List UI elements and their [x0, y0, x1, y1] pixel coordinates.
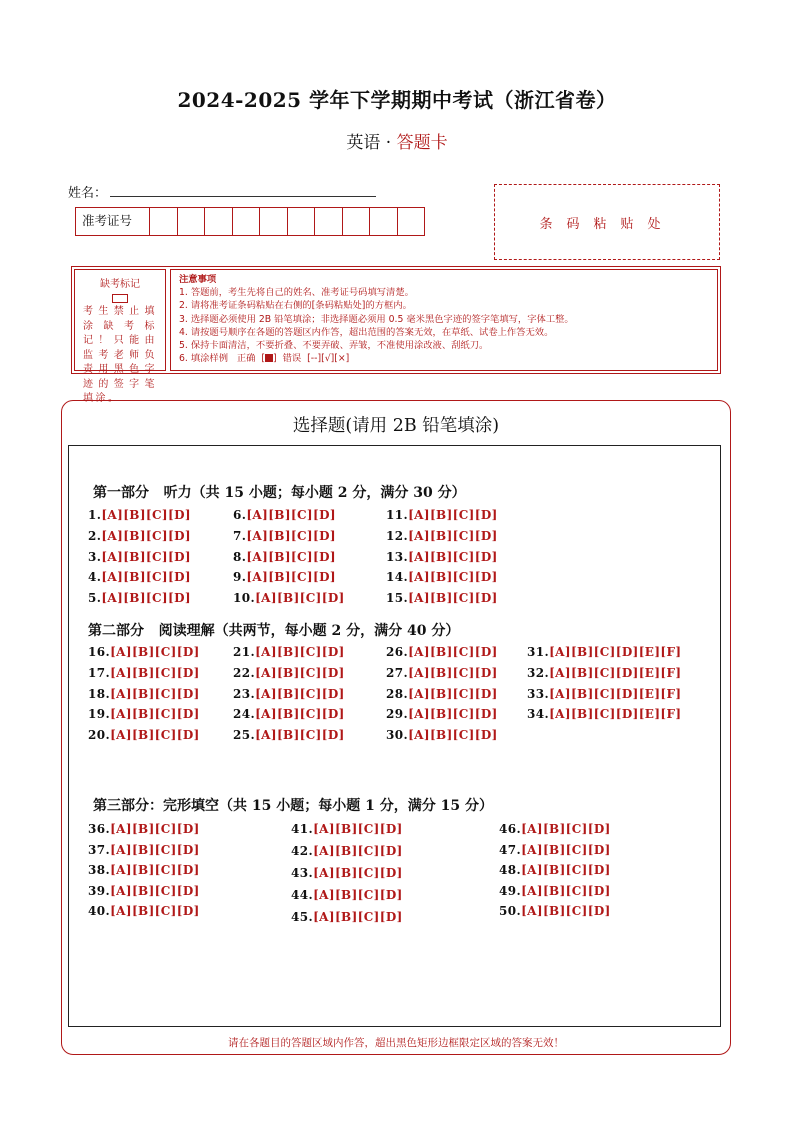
question-number: 27. — [386, 665, 409, 680]
answer-options[interactable]: [A][B][C][D] — [313, 910, 403, 924]
exam-id-label: 准考证号 — [76, 208, 150, 235]
question-number: 12. — [386, 528, 409, 543]
answer-options[interactable]: [A][B][C][D] — [255, 665, 345, 680]
answer-options[interactable]: [A][B][C][D] — [408, 686, 498, 701]
card-label: 答题卡 — [396, 133, 448, 153]
wrong-marks: [--][√][×] — [307, 353, 350, 365]
instruction-item: 5. 保持卡面清洁，不要折叠、不要弄破、弄皱，不准使用涂改液、刮纸刀。 — [179, 340, 489, 352]
exam-id-cell[interactable] — [370, 208, 398, 235]
instruction-item: 4. 请按题号顺序在各题的答题区内作答，超出范围的答案无效，在草纸、试卷上作答无效。 — [179, 326, 554, 338]
absent-mark-text: 考生禁止填涂缺考标记！只能由监考老师负责用黑色字迹的签字笔填涂。 — [83, 306, 157, 404]
exam-id-cell[interactable] — [178, 208, 206, 235]
exam-id-cell[interactable] — [398, 208, 425, 235]
instruction-item: 1. 答题前，考生先将自己的姓名、准考证号码填写清楚。 — [179, 287, 414, 299]
answer-options[interactable]: [A][B][C][D] — [101, 570, 191, 585]
exam-id-cell[interactable] — [343, 208, 371, 235]
instruction-item-example: 6. 填涂样例 正确 [ ] 错误 [--][√][×] — [179, 353, 350, 365]
example-prefix: 6. 填涂样例 — [179, 353, 229, 365]
answer-options[interactable]: [A][B][C][D] — [408, 549, 498, 564]
section-title-listening: 第一部分 听力（共 15 小题；每小题 2 分，满分 30 分） — [93, 485, 466, 501]
question-row[interactable] — [233, 666, 345, 680]
question-row[interactable] — [88, 687, 200, 701]
question-number: 30. — [386, 728, 409, 743]
answer-options[interactable]: [A][B][C][D] — [246, 549, 336, 564]
subject-label: 英语 — [346, 133, 381, 153]
question-number: 45. — [291, 910, 314, 924]
question-row[interactable] — [499, 904, 611, 918]
answer-options[interactable]: [A][B][C][D] — [313, 822, 403, 836]
answer-options[interactable]: [A][B][C][D] — [246, 570, 336, 585]
question-row[interactable] — [88, 904, 200, 918]
question-number: 42. — [291, 844, 314, 858]
answer-options[interactable]: [A][B][C][D] — [110, 842, 200, 857]
answer-options[interactable]: [A][B][C][D] — [255, 591, 345, 606]
question-number: 25. — [233, 728, 256, 743]
question-number: 34. — [527, 707, 550, 722]
question-row[interactable] — [386, 529, 498, 543]
filled-square-icon — [265, 354, 273, 362]
section-title-reading: 第二部分 阅读理解（共两节，每小题 2 分，满分 40 分） — [88, 623, 460, 639]
question-number: 15. — [386, 591, 409, 606]
answer-options[interactable]: [A][B][C][D] — [408, 665, 498, 680]
absent-mark-checkbox[interactable] — [112, 294, 128, 303]
question-row[interactable] — [291, 888, 403, 902]
question-row[interactable] — [233, 591, 345, 605]
answer-options[interactable]: [A][B][C][D] — [408, 591, 498, 606]
question-row[interactable] — [88, 570, 191, 584]
question-number: 19. — [88, 707, 111, 722]
exam-id-cell[interactable] — [315, 208, 343, 235]
question-number: 4. — [88, 570, 102, 585]
answer-options[interactable]: [A][B][C][D] — [246, 508, 336, 522]
answer-options[interactable]: [A][B][C][D] — [101, 528, 191, 543]
answer-options[interactable]: [A][B][C][D] — [101, 508, 191, 522]
question-row[interactable] — [88, 645, 200, 659]
answer-options[interactable]: [A][B][C][D] — [255, 707, 345, 722]
question-number: 3. — [88, 549, 102, 564]
barcode-label: 条码粘贴处 — [539, 216, 675, 232]
question-number: 29. — [386, 707, 409, 722]
question-row[interactable] — [386, 666, 498, 680]
answer-options[interactable]: [A][B][C][D] — [110, 665, 200, 680]
answer-options[interactable]: [A][B][C][D] — [110, 883, 200, 898]
question-number: 21. — [233, 645, 256, 659]
answer-options[interactable]: [A][B][C][D] — [255, 686, 345, 701]
answer-options[interactable]: [A][B][C][D] — [408, 728, 498, 743]
answer-options[interactable]: [A][B][C][D] — [110, 863, 200, 878]
question-row[interactable] — [233, 728, 345, 742]
question-number: 16. — [88, 645, 111, 659]
answer-options[interactable]: [A][B][C][D] — [110, 686, 200, 701]
answer-options[interactable]: [A][B][C][D] — [313, 888, 403, 902]
question-number: 14. — [386, 570, 409, 585]
exam-id-cell[interactable] — [233, 208, 261, 235]
question-number: 39. — [88, 883, 111, 898]
answer-options[interactable]: [A][B][C][D] — [408, 528, 498, 543]
question-number: 37. — [88, 842, 111, 857]
question-number: 7. — [233, 528, 247, 543]
page-title: 2024-2025 学年下学期期中考试（浙江省卷） — [177, 88, 617, 112]
question-number: 5. — [88, 591, 102, 606]
answer-options[interactable]: [A][B][C][D] — [521, 822, 611, 836]
answer-options[interactable]: [A][B][C][D] — [408, 570, 498, 585]
question-number: 22. — [233, 665, 256, 680]
question-row[interactable] — [527, 666, 682, 680]
question-number: 18. — [88, 686, 111, 701]
question-number: 2. — [88, 528, 102, 543]
question-row[interactable] — [527, 645, 682, 659]
question-number: 1. — [88, 508, 102, 522]
exam-id-cell[interactable] — [288, 208, 316, 235]
answer-options[interactable]: [A][B][C][D] — [110, 822, 200, 836]
question-number: 28. — [386, 686, 409, 701]
question-row[interactable] — [233, 550, 336, 564]
question-number: 47. — [499, 842, 522, 857]
question-row[interactable] — [88, 529, 191, 543]
question-number: 36. — [88, 822, 111, 836]
separator-dot: · — [385, 133, 392, 153]
footer-note: 请在各题目的答题区域内作答，超出黑色矩形边框限定区域的答案无效！ — [228, 1037, 564, 1049]
exam-id-cell[interactable] — [150, 208, 178, 235]
barcode-area — [494, 184, 720, 260]
question-row[interactable] — [386, 508, 498, 522]
question-number: 43. — [291, 866, 314, 880]
exam-id-cell[interactable] — [205, 208, 233, 235]
answer-options[interactable]: [A][B][C][D] — [110, 645, 200, 659]
answer-options[interactable]: [A][B][C][D] — [521, 883, 611, 898]
section-title-cloze: 第三部分：完形填空（共 15 小题；每小题 1 分，满分 15 分） — [93, 798, 493, 814]
answer-options[interactable]: [A][B][C][D] — [521, 842, 611, 857]
instruction-item: 3. 选择题必须使用 2B 铅笔填涂；非选择题必须用 0.5 毫米黑色字迹的签字笔填写，字体工整。 — [179, 313, 574, 325]
answer-options[interactable]: [A][B][C][D] — [110, 904, 200, 919]
question-row[interactable] — [233, 508, 336, 522]
question-number: 10. — [233, 591, 256, 606]
question-row[interactable] — [88, 707, 200, 721]
question-number: 38. — [88, 863, 111, 878]
answer-options[interactable]: [A][B][C][D] — [255, 645, 345, 659]
question-row[interactable] — [291, 822, 403, 836]
question-number: 46. — [499, 822, 522, 836]
instruction-item: 2. 请将准考证条码粘贴在右侧的[条码粘贴处]的方框内。 — [179, 300, 412, 312]
wrong-label: 错误 — [282, 353, 302, 365]
question-row[interactable] — [386, 591, 498, 605]
question-number: 20. — [88, 728, 111, 743]
question-number: 33. — [527, 686, 550, 701]
notice-box — [71, 266, 721, 404]
question-number: 26. — [386, 645, 409, 659]
answer-options[interactable]: [A][B][C][D] — [408, 645, 498, 659]
question-number: 49. — [499, 883, 522, 898]
absent-mark-title: 缺考标记 — [100, 279, 140, 290]
question-number: 8. — [233, 549, 247, 564]
question-number: 50. — [499, 904, 522, 919]
answer-options[interactable]: [A][B][C][D] — [255, 728, 345, 743]
question-row[interactable] — [499, 863, 611, 877]
answer-options[interactable]: [A][B][C][D][E][F] — [549, 707, 682, 722]
name-field[interactable] — [110, 196, 376, 197]
answer-options[interactable]: [A][B][C][D] — [110, 707, 200, 722]
answer-options[interactable]: [A][B][C][D] — [521, 904, 611, 919]
answer-options[interactable]: [A][B][C][D] — [313, 844, 403, 858]
question-row[interactable] — [291, 866, 403, 880]
question-row[interactable] — [386, 550, 498, 564]
question-row[interactable] — [499, 843, 611, 857]
question-row[interactable] — [233, 529, 336, 543]
question-row[interactable] — [233, 645, 345, 659]
exam-id-grid — [75, 207, 425, 236]
question-row[interactable] — [291, 844, 403, 858]
answer-options[interactable]: [A][B][C][D] — [521, 863, 611, 878]
question-number: 6. — [233, 508, 247, 522]
page-subtitle — [0, 128, 794, 153]
question-number: 24. — [233, 707, 256, 722]
question-row[interactable] — [499, 822, 611, 836]
answer-options[interactable]: [A][B][C][D] — [101, 591, 191, 606]
answer-options[interactable]: [A][B][C][D][E][F] — [549, 645, 682, 659]
question-number: 9. — [233, 570, 247, 585]
answer-options[interactable]: [A][B][C][D][E][F] — [549, 686, 682, 701]
question-number: 41. — [291, 822, 314, 836]
answer-options[interactable]: [A][B][C][D][E][F] — [549, 665, 682, 680]
question-number: 23. — [233, 686, 256, 701]
question-row[interactable] — [88, 822, 200, 836]
question-row[interactable] — [386, 728, 498, 742]
question-row[interactable] — [233, 570, 336, 584]
absent-mark-box — [74, 269, 166, 404]
correct-label: 正确 — [236, 353, 256, 365]
question-row[interactable] — [88, 666, 200, 680]
answer-options[interactable]: [A][B][C][D] — [101, 549, 191, 564]
question-number: 48. — [499, 863, 522, 878]
question-row[interactable] — [88, 843, 200, 857]
answer-options[interactable]: [A][B][C][D] — [408, 707, 498, 722]
question-row[interactable] — [527, 707, 682, 721]
question-row[interactable] — [499, 884, 611, 898]
answer-options[interactable]: [A][B][C][D] — [246, 528, 336, 543]
question-row[interactable] — [88, 550, 191, 564]
question-row[interactable] — [88, 728, 200, 742]
question-row[interactable] — [386, 707, 498, 721]
instructions-title: 注意事项 — [179, 274, 217, 285]
question-number: 32. — [527, 665, 550, 680]
question-row[interactable] — [233, 687, 345, 701]
question-row[interactable] — [386, 687, 498, 701]
instructions — [170, 269, 718, 371]
name-label: 姓名： — [68, 186, 108, 201]
question-number: 13. — [386, 549, 409, 564]
question-number: 44. — [291, 888, 314, 902]
question-number: 40. — [88, 904, 111, 919]
question-row[interactable] — [291, 910, 403, 924]
answer-options[interactable]: [A][B][C][D] — [408, 508, 498, 522]
answer-options[interactable]: [A][B][C][D] — [313, 866, 403, 880]
question-row[interactable] — [88, 884, 200, 898]
question-row[interactable] — [233, 707, 345, 721]
question-row[interactable] — [88, 508, 191, 522]
question-number: 11. — [386, 508, 409, 522]
question-row[interactable] — [88, 591, 191, 605]
question-number: 31. — [527, 645, 550, 659]
question-row[interactable] — [88, 863, 200, 877]
answer-options[interactable]: [A][B][C][D] — [110, 728, 200, 743]
question-row[interactable] — [527, 687, 682, 701]
exam-id-cell[interactable] — [260, 208, 288, 235]
question-row[interactable] — [386, 570, 498, 584]
question-number: 17. — [88, 665, 111, 680]
question-row[interactable] — [386, 645, 498, 659]
mc-section-title: 选择题(请用 2B 铅笔填涂) — [292, 416, 500, 436]
